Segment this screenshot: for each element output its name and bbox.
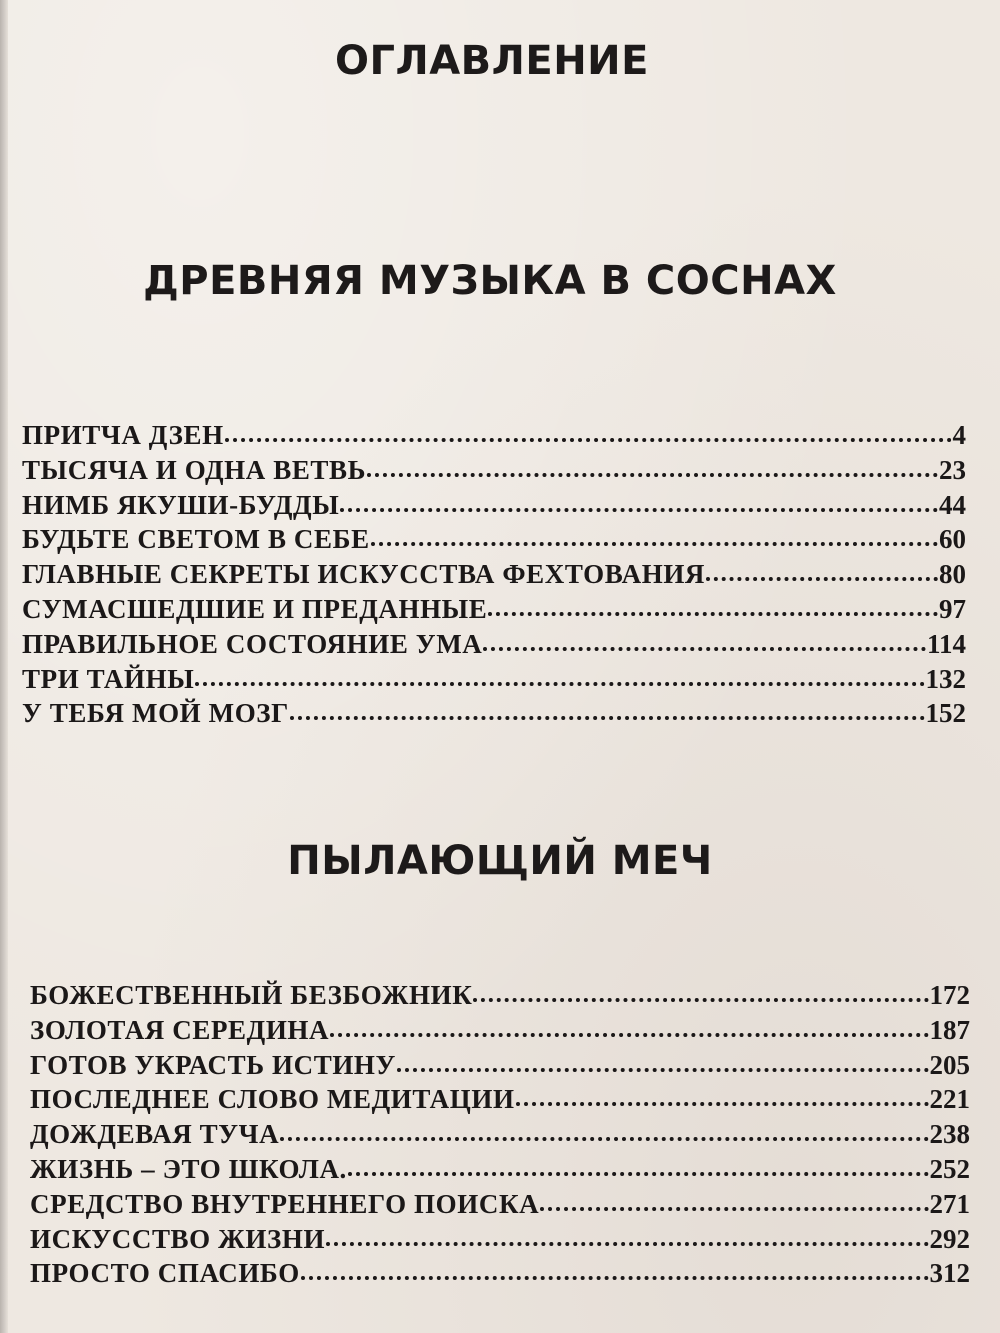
- section-title: ПЫЛАЮЩИЙ МЕЧ: [287, 838, 713, 884]
- toc-entry-page-number: 60: [939, 524, 966, 555]
- toc-entry: [22, 594, 966, 629]
- toc-entry: [22, 698, 966, 733]
- dot-leader: [367, 465, 938, 477]
- toc-entry: [22, 524, 966, 559]
- toc-entry-page-number: 97: [939, 593, 966, 624]
- toc-entry: [30, 1258, 970, 1293]
- toc-entry-title: ГОТОВ УКРАСТЬ ИСТИНУ: [30, 1049, 396, 1080]
- page-edge-shadow: [0, 0, 8, 1333]
- toc-entry-title: ПРИТЧА ДЗЕН: [22, 420, 224, 450]
- toc-entry-page-number: 23: [939, 454, 966, 485]
- toc-entry-title: ТЫСЯЧА И ОДНА ВЕТВЬ: [22, 454, 367, 485]
- toc-entry: [22, 455, 966, 490]
- toc-entry-page-number: 187: [929, 1014, 970, 1045]
- dot-leader: [706, 569, 938, 581]
- toc-entry: [30, 1154, 970, 1189]
- dot-leader: [483, 639, 926, 651]
- toc-entry: [22, 559, 966, 594]
- toc-entry-page-number: 271: [929, 1188, 970, 1219]
- toc-entry: [30, 1119, 970, 1154]
- dot-leader: [540, 1199, 928, 1211]
- toc-entry-title: ИСКУССТВО ЖИЗНИ: [30, 1223, 326, 1254]
- toc-entry: [30, 1050, 970, 1085]
- dot-leader: [290, 708, 925, 720]
- dot-leader: [371, 534, 938, 546]
- toc-entry-title: БОЖЕСТВЕННЫЙ БЕЗБОЖНИК: [30, 980, 473, 1010]
- dot-leader: [225, 430, 952, 442]
- toc-entry-title: ПОСЛЕДНЕЕ СЛОВО МЕДИТАЦИИ: [30, 1084, 515, 1115]
- toc-entry-page-number: 205: [929, 1049, 970, 1080]
- page-title: ОГЛАВЛЕНИЕ: [335, 38, 649, 84]
- toc-entry-title: ПРАВИЛЬНОЕ СОСТОЯНИЕ УМА: [22, 628, 483, 659]
- toc-entry-page-number: 252: [929, 1153, 970, 1184]
- toc-entry-title: ПРОСТО СПАСИБО: [30, 1258, 300, 1289]
- dot-leader: [340, 500, 938, 512]
- toc-entry-title: ЖИЗНЬ – ЭТО ШКОЛА.: [30, 1153, 347, 1184]
- toc-entry-page-number: 312: [929, 1258, 970, 1289]
- dot-leader: [348, 1164, 929, 1176]
- dot-leader: [516, 1094, 929, 1106]
- toc-entry: [22, 629, 966, 664]
- toc-entry-page-number: 221: [929, 1084, 970, 1115]
- toc-entry-page-number: 80: [939, 559, 966, 590]
- toc-entry-title: СРЕДСТВО ВНУТРЕННЕГО ПОИСКА: [30, 1188, 540, 1219]
- dot-leader: [397, 1060, 929, 1072]
- toc-entry: [30, 1084, 970, 1119]
- toc-entry-title: БУДЬТЕ СВЕТОМ В СЕБЕ: [22, 524, 370, 555]
- toc-entry: [30, 1224, 970, 1259]
- dot-leader: [280, 1129, 928, 1141]
- toc-entry-title: ДОЖДЕВАЯ ТУЧА: [30, 1119, 280, 1150]
- toc-entry: [30, 1015, 970, 1050]
- dot-leader: [488, 604, 938, 616]
- toc-entry: [22, 420, 966, 455]
- toc-list: [22, 420, 966, 733]
- toc-entry-page-number: 152: [925, 698, 966, 729]
- toc-entry: [22, 490, 966, 525]
- dot-leader: [330, 1025, 928, 1037]
- toc-entry: [30, 1189, 970, 1224]
- toc-entry-title: ТРИ ТАЙНЫ: [22, 663, 195, 694]
- toc-entry-title: У ТЕБЯ МОЙ МОЗГ: [22, 698, 289, 729]
- toc-entry-title: ЗОЛОТАЯ СЕРЕДИНА: [30, 1014, 330, 1045]
- toc-entry-title: ГЛАВНЫЕ СЕКРЕТЫ ИСКУССТВА ФЕХТОВАНИЯ: [22, 559, 706, 590]
- section-title: ДРЕВНЯЯ МУЗЫКА В СОСНАХ: [143, 258, 837, 304]
- dot-leader: [326, 1234, 928, 1246]
- toc-list: [30, 980, 970, 1293]
- toc-entry-page-number: 292: [929, 1223, 970, 1254]
- toc-entry-title: СУМАСШЕДШИЕ И ПРЕДАННЫЕ: [22, 593, 488, 624]
- dot-leader: [301, 1268, 929, 1280]
- toc-entry: [22, 664, 966, 699]
- toc-entry-title: НИМБ ЯКУШИ-БУДДЫ: [22, 489, 340, 520]
- toc-entry-page-number: 172: [929, 980, 970, 1010]
- dot-leader: [195, 674, 924, 686]
- toc-entry-page-number: 4: [952, 420, 966, 450]
- dot-leader: [473, 990, 928, 1002]
- toc-entry: [30, 980, 970, 1015]
- toc-entry-page-number: 44: [939, 489, 966, 520]
- toc-entry-page-number: 114: [926, 628, 966, 659]
- toc-entry-page-number: 238: [929, 1119, 970, 1150]
- toc-entry-page-number: 132: [925, 663, 966, 694]
